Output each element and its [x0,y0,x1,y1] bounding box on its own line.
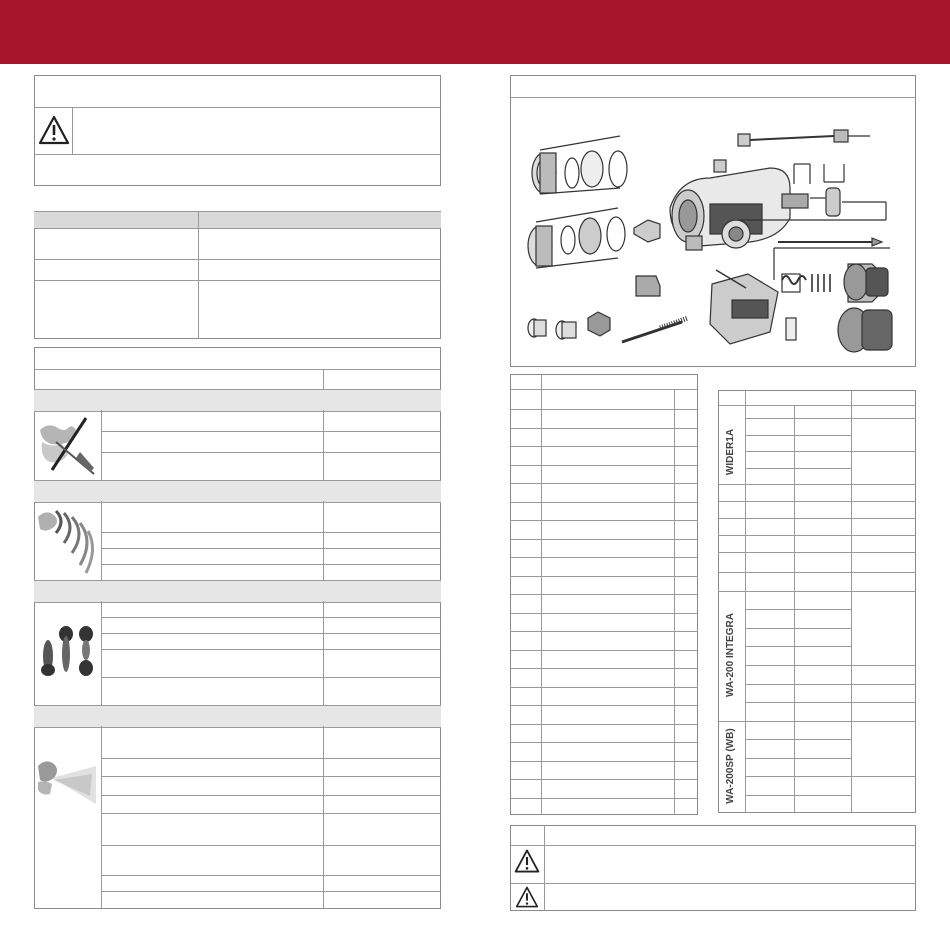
header-band [0,0,950,64]
misting-spray-icon [34,756,100,816]
warning-icon [514,886,540,908]
trouble-section-band [34,389,441,412]
trouble-section-band [34,480,441,503]
warning-icon [514,848,540,874]
variant-label-wider1a: WIDER1A [725,428,736,476]
variants-table [718,390,916,813]
warnings-table [510,825,916,911]
trouble-section-band [34,580,441,603]
spec-table-header [34,211,441,229]
fingers-needle-icon [34,412,100,478]
variant-label-wa200-integra: WA-200 INTEGRA [725,613,736,697]
variant-label-wa200sp-wb: WA-200SP (WB) [725,728,736,804]
fluttering-spray-icon [34,503,100,577]
spec-table [34,211,441,339]
spray-pattern-blobs-icon [34,610,100,686]
warning-icon [38,115,70,145]
trouble-section-band [34,705,441,728]
warning-notice-box [34,75,441,186]
spray-gun-parts-drawing [510,98,916,366]
